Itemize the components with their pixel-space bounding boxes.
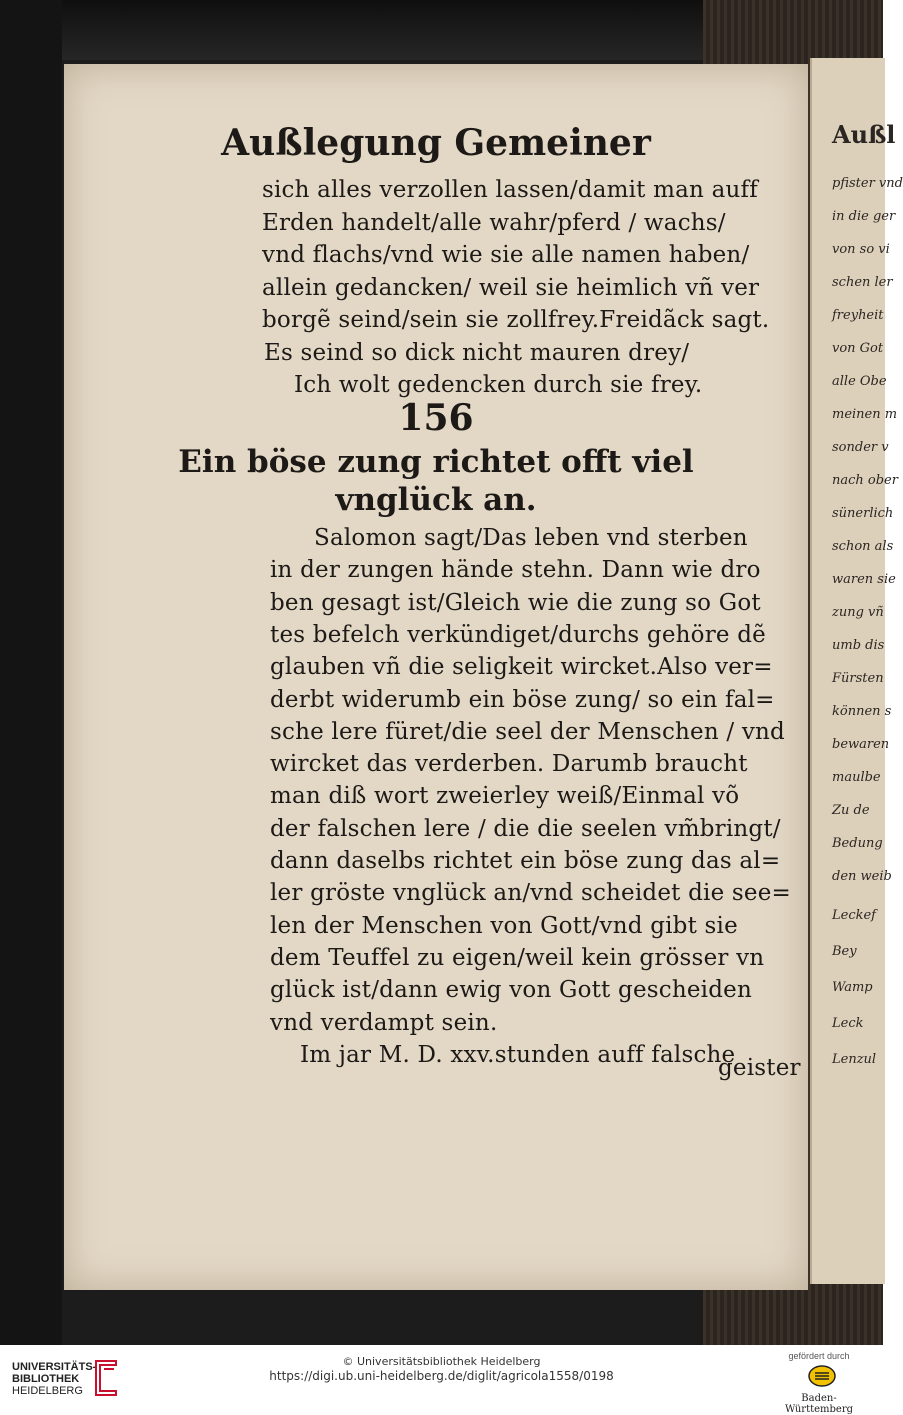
text-line: dann daselbs richtet ein böse zung das al= <box>270 848 781 874</box>
text-line: derbt widerumb ein böse zung/ so ein fal= <box>270 686 775 713</box>
text-line: glauben vñ die seligkeit wircket.Also ver= <box>270 654 773 681</box>
facing-page-fragment: freyheit <box>832 308 884 323</box>
text-line: der falschen lere / die die seelen vm̃bringt/ <box>270 815 781 842</box>
text-line: ler gröste vnglück an/vnd scheidet die see= <box>270 880 792 907</box>
library-line-3: HEIDELBERG <box>12 1385 83 1397</box>
facing-page-fragment: umb dis <box>832 638 885 653</box>
facing-page-fragment: von so vi <box>832 242 890 257</box>
text-line: sche lere füret/die seel der Menschen / vnd <box>270 718 785 745</box>
facing-page-fragment: pfister vnd <box>832 176 903 191</box>
facing-page-fragment: sonder v <box>832 440 889 455</box>
proverb-number: 156 <box>398 397 474 439</box>
facing-page-fragment: Wamp <box>832 980 873 995</box>
facing-page-fragment: Zu de <box>832 803 870 818</box>
facing-page-fragment: alle Obe <box>832 374 887 389</box>
facing-page-fragment: von Got <box>832 341 884 356</box>
facing-page-fragment: schon als <box>832 539 894 554</box>
facing-page-fragment: zung vñ <box>832 605 884 620</box>
text-line: vnd flachs/vnd wie sie alle namen haben/ <box>262 242 750 268</box>
text-line: wircket das verderben. Darumb braucht <box>270 751 748 778</box>
facing-page-fragment: maulbe <box>832 770 881 785</box>
text-line: glück ist/dann ewig von Gott gescheiden <box>270 977 752 1004</box>
proverb-title-line-1: Ein böse zung richtet offt viel <box>178 444 694 480</box>
text-line: ben gesagt ist/Gleich wie die zung so Got <box>270 589 761 616</box>
text-line: man diß wort zweierley weiß/Einmal võ <box>270 783 740 810</box>
text-line: Es seind so dick nicht mauren drey/ <box>264 339 690 366</box>
facing-page-fragment: sünerlich <box>832 506 894 521</box>
facing-page-fragment: in die ger <box>832 209 896 224</box>
text-line: borgẽ seind/sein sie zollfrey.Freidãck sagt. <box>262 307 770 333</box>
book-left-cover <box>0 0 62 1345</box>
book-page <box>64 64 808 1290</box>
permalink[interactable]: https://digi.ub.uni-heidelberg.de/diglit/agricola1558/0198 <box>269 1369 614 1383</box>
text-line: Salomon sagt/Das leben vnd sterben <box>314 525 748 551</box>
facing-page-fragment: nach ober <box>832 473 898 488</box>
facing-page-fragment: können s <box>832 704 892 719</box>
copyright-text: © Universitätsbibliothek Heidelberg <box>342 1355 541 1368</box>
facing-page-fragment: Außl <box>832 120 896 149</box>
funder-name: Baden-Württemberg <box>784 1393 854 1415</box>
page-text <box>64 64 808 1290</box>
facing-page-fragment: waren sie <box>832 572 896 587</box>
facing-page-fragment: Leck <box>832 1016 864 1031</box>
facing-page-fragment: Lenzul <box>832 1052 877 1067</box>
text-line: dem Teuffel zu eigen/weil kein grösser vn <box>270 944 765 971</box>
running-head: Außlegung Gemeiner <box>221 122 651 164</box>
facing-page-fragment: den weib <box>832 869 892 884</box>
text-line: tes befelch verkündiget/durchs gehöre dẽ <box>270 621 766 648</box>
library-line-2: BIBLIOTHEK <box>12 1373 80 1385</box>
facing-page-fragment: meinen m <box>832 407 898 422</box>
text-line: allein gedancken/ weil sie heimlich vñ ver <box>262 274 760 301</box>
facing-page-fragment: Bedung <box>832 836 883 851</box>
facing-page-fragment: Fürsten <box>832 671 884 686</box>
facing-page-fragment: bewaren <box>832 737 890 752</box>
library-line-1: UNIVERSITÄTS- <box>12 1361 97 1373</box>
text-line: sich alles verzollen lassen/damit man auff <box>262 177 758 203</box>
facing-page <box>810 58 903 1284</box>
footer <box>0 1345 883 1415</box>
proverb-title-line-2: vnglück an. <box>335 482 537 518</box>
text-line: Im jar M. D. xxv.stunden auff falsche <box>300 1041 736 1068</box>
funded-by-label: gefördert durch <box>788 1351 850 1361</box>
catchword: geister <box>718 1055 801 1081</box>
facing-page-fragment: schen ler <box>832 275 893 290</box>
text-line: len der Menschen von Gott/vnd gibt sie <box>270 912 738 939</box>
text-line: Ich wolt gedencken durch sie frey. <box>294 372 703 398</box>
text-line: vnd verdampt sein. <box>270 1009 498 1036</box>
facing-page-fragment: Bey <box>832 944 857 959</box>
funder-crest-icon <box>807 1365 837 1387</box>
text-line: in der zungen hände stehn. Dann wie dro <box>270 557 761 584</box>
text-line: Erden handelt/alle wahr/pferd / wachs/ <box>262 209 726 236</box>
facing-page-fragment: Leckef <box>832 908 876 923</box>
